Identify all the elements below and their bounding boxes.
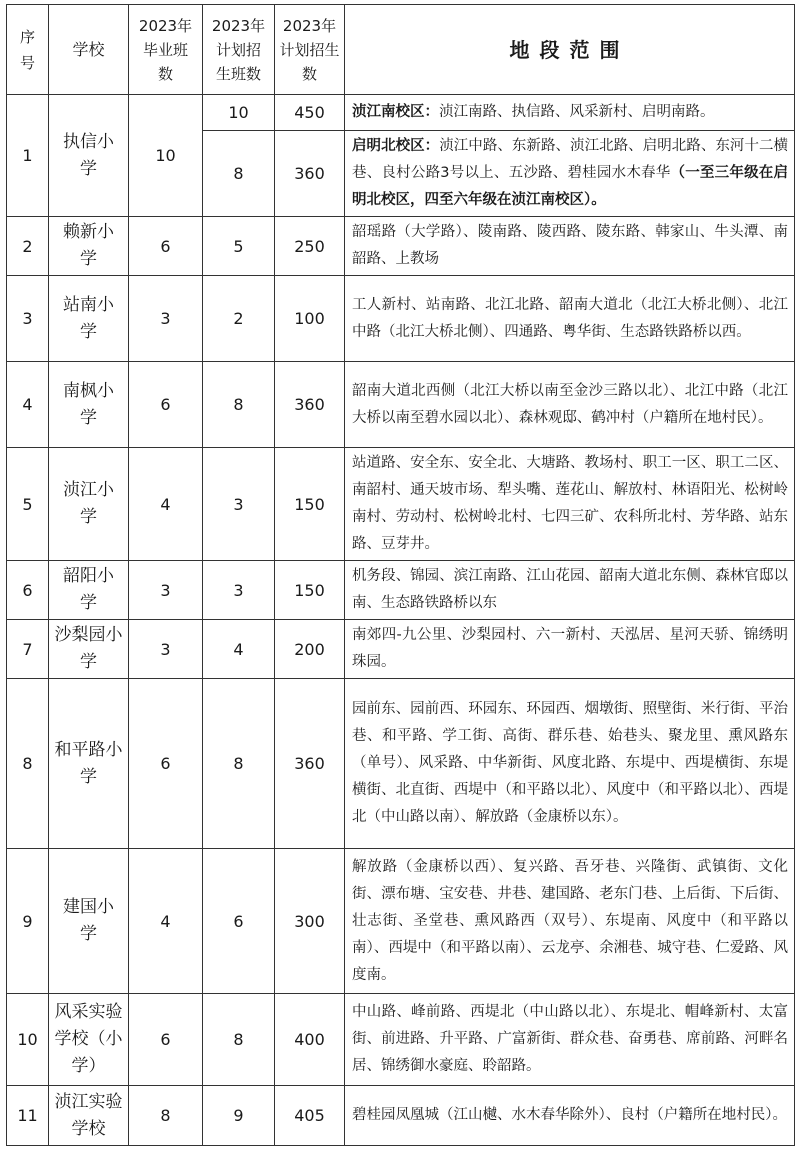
table-row <box>7 95 795 131</box>
table-row <box>7 561 795 620</box>
row-students: 360 <box>275 679 345 849</box>
header-school: 学校 <box>49 5 129 95</box>
row-school: 风采实验学校（小学） <box>49 994 129 1086</box>
row-classes: 4 <box>203 620 275 679</box>
row-grad: 6 <box>129 679 203 849</box>
table-row <box>7 1086 795 1146</box>
row-area: 站道路、安全东、安全北、大塘路、教场村、职工一区、职工二区、南韶村、通天坡市场、犁头嘴、莲花山、解放村、林语阳光、松树岭南村、劳动村、松树岭北村、七四三矿、农科所北村、芳华路、站东路、豆芽井。 <box>345 448 795 561</box>
row-area: 碧桂园凤凰城（江山樾、水木春华除外）、良村（户籍所在地村民）。 <box>345 1086 795 1146</box>
row-classes: 3 <box>203 448 275 561</box>
row-area: 南郊四-九公里、沙梨园村、六一新村、天泓居、星河天骄、锦绣明珠园。 <box>345 620 795 679</box>
row-area: 韶瑶路（大学路）、陵南路、陵西路、陵东路、韩家山、牛头潭、南韶路、上教场 <box>345 217 795 276</box>
row-students: 250 <box>275 217 345 276</box>
row-school: 韶阳小学 <box>49 561 129 620</box>
header-plan-classes: 2023年计划招生班数 <box>203 5 275 95</box>
table-row <box>7 620 795 679</box>
row-area: 机务段、锦园、滨江南路、江山花园、韶南大道北东侧、森林官邸以南、生态路铁路桥以东 <box>345 561 795 620</box>
row-classes: 8 <box>203 131 275 217</box>
campus-label: 浈江南校区： <box>352 104 439 120</box>
row-area <box>345 131 795 217</box>
row-num: 8 <box>7 679 49 849</box>
table-row <box>7 679 795 849</box>
table-row <box>7 448 795 561</box>
header-plan-students: 2023年计划招生数 <box>275 5 345 95</box>
row-num: 1 <box>7 95 49 217</box>
row-classes: 9 <box>203 1086 275 1146</box>
row-num: 5 <box>7 448 49 561</box>
row-school: 南枫小学 <box>49 362 129 448</box>
row-area: 解放路（金康桥以西）、复兴路、吾牙巷、兴隆街、武镇街、文化街、漂布塘、宝安巷、井巷、建国路、老东门巷、上后街、下后街、壮志街、圣堂巷、熏风路西（双号）、东堤南、风度中（和平路以南）、西堤中（和平路以南）、云龙亭、余湘巷、城守巷、仁爱路、风度南。 <box>345 849 795 994</box>
row-grad: 3 <box>129 561 203 620</box>
row-num: 11 <box>7 1086 49 1146</box>
row-students: 150 <box>275 561 345 620</box>
row-school: 赖新小学 <box>49 217 129 276</box>
row-num: 10 <box>7 994 49 1086</box>
row-num: 3 <box>7 276 49 362</box>
header-area: 地段范围 <box>345 5 795 95</box>
row-area: 园前东、园前西、环园东、环园西、烟墩街、照壁街、米行街、平治巷、和平路、学工街、高街、群乐巷、始巷头、聚龙里、熏风路东（单号）、风采路、中华新街、风度北路、东堤中、西堤横街、东堤横街、北直街、西堤中（和平路以北）、风度中（和平路以北）、西堤北（中山路以南）、解放路（金康桥以东）。 <box>345 679 795 849</box>
row-school: 建国小学 <box>49 849 129 994</box>
row-grad: 3 <box>129 620 203 679</box>
row-grad: 8 <box>129 1086 203 1146</box>
row-students: 200 <box>275 620 345 679</box>
row-students: 450 <box>275 95 345 131</box>
table-row <box>7 217 795 276</box>
area-text: 浈江中路、东新路、浈江北路、启明北路、东河十二横巷、良村公路3号以上、五沙路、碧桂园水木春华 <box>352 138 789 181</box>
header-num: 序号 <box>7 5 49 95</box>
header-grad: 2023年毕业班数 <box>129 5 203 95</box>
row-grad: 4 <box>129 448 203 561</box>
row-school: 沙梨园小学 <box>49 620 129 679</box>
table-row <box>7 276 795 362</box>
row-school: 浈江实验学校 <box>49 1086 129 1146</box>
row-classes: 2 <box>203 276 275 362</box>
row-grad: 10 <box>129 95 203 217</box>
row-students: 360 <box>275 131 345 217</box>
row-area: 中山路、峰前路、西堤北（中山路以北）、东堤北、帽峰新村、太富街、前进路、升平路、广富新街、群众巷、奋勇巷、席前路、河畔名居、锦绣御水豪庭、聆韶路。 <box>345 994 795 1086</box>
row-classes: 10 <box>203 95 275 131</box>
row-grad: 6 <box>129 362 203 448</box>
row-students: 300 <box>275 849 345 994</box>
row-num: 2 <box>7 217 49 276</box>
row-classes: 6 <box>203 849 275 994</box>
row-num: 4 <box>7 362 49 448</box>
row-school: 站南小学 <box>49 276 129 362</box>
row-classes: 8 <box>203 362 275 448</box>
row-grad: 3 <box>129 276 203 362</box>
row-num: 9 <box>7 849 49 994</box>
row-area: 韶南大道北西侧（北江大桥以南至金沙三路以北）、北江中路（北江大桥以南至碧水园以北）、森林观邸、鹤冲村（户籍所在地村民）。 <box>345 362 795 448</box>
row-num: 7 <box>7 620 49 679</box>
row-grad: 6 <box>129 217 203 276</box>
row-classes: 5 <box>203 217 275 276</box>
header-row <box>7 5 795 95</box>
row-num: 6 <box>7 561 49 620</box>
table-row <box>7 994 795 1086</box>
row-students: 100 <box>275 276 345 362</box>
row-classes: 8 <box>203 994 275 1086</box>
area-text: 浈江南路、执信路、风采新村、启明南路。 <box>439 104 715 120</box>
enrollment-table <box>6 4 795 1146</box>
table-row <box>7 849 795 994</box>
row-students: 400 <box>275 994 345 1086</box>
row-classes: 8 <box>203 679 275 849</box>
row-students: 360 <box>275 362 345 448</box>
row-school: 浈江小学 <box>49 448 129 561</box>
row-grad: 4 <box>129 849 203 994</box>
row-area <box>345 95 795 131</box>
row-school: 和平路小学 <box>49 679 129 849</box>
row-school: 执信小学 <box>49 95 129 217</box>
row-area: 工人新村、站南路、北江北路、韶南大道北（北江大桥北侧）、北江中路（北江大桥北侧）、四通路、粤华街、生态路铁路桥以西。 <box>345 276 795 362</box>
row-students: 150 <box>275 448 345 561</box>
row-classes: 3 <box>203 561 275 620</box>
row-grad: 6 <box>129 994 203 1086</box>
row-students: 405 <box>275 1086 345 1146</box>
area-note: （一至三年级在启明北校区，四至六年级在浈江南校区）。 <box>352 165 788 208</box>
campus-label: 启明北校区： <box>352 138 440 154</box>
table-row <box>7 362 795 448</box>
